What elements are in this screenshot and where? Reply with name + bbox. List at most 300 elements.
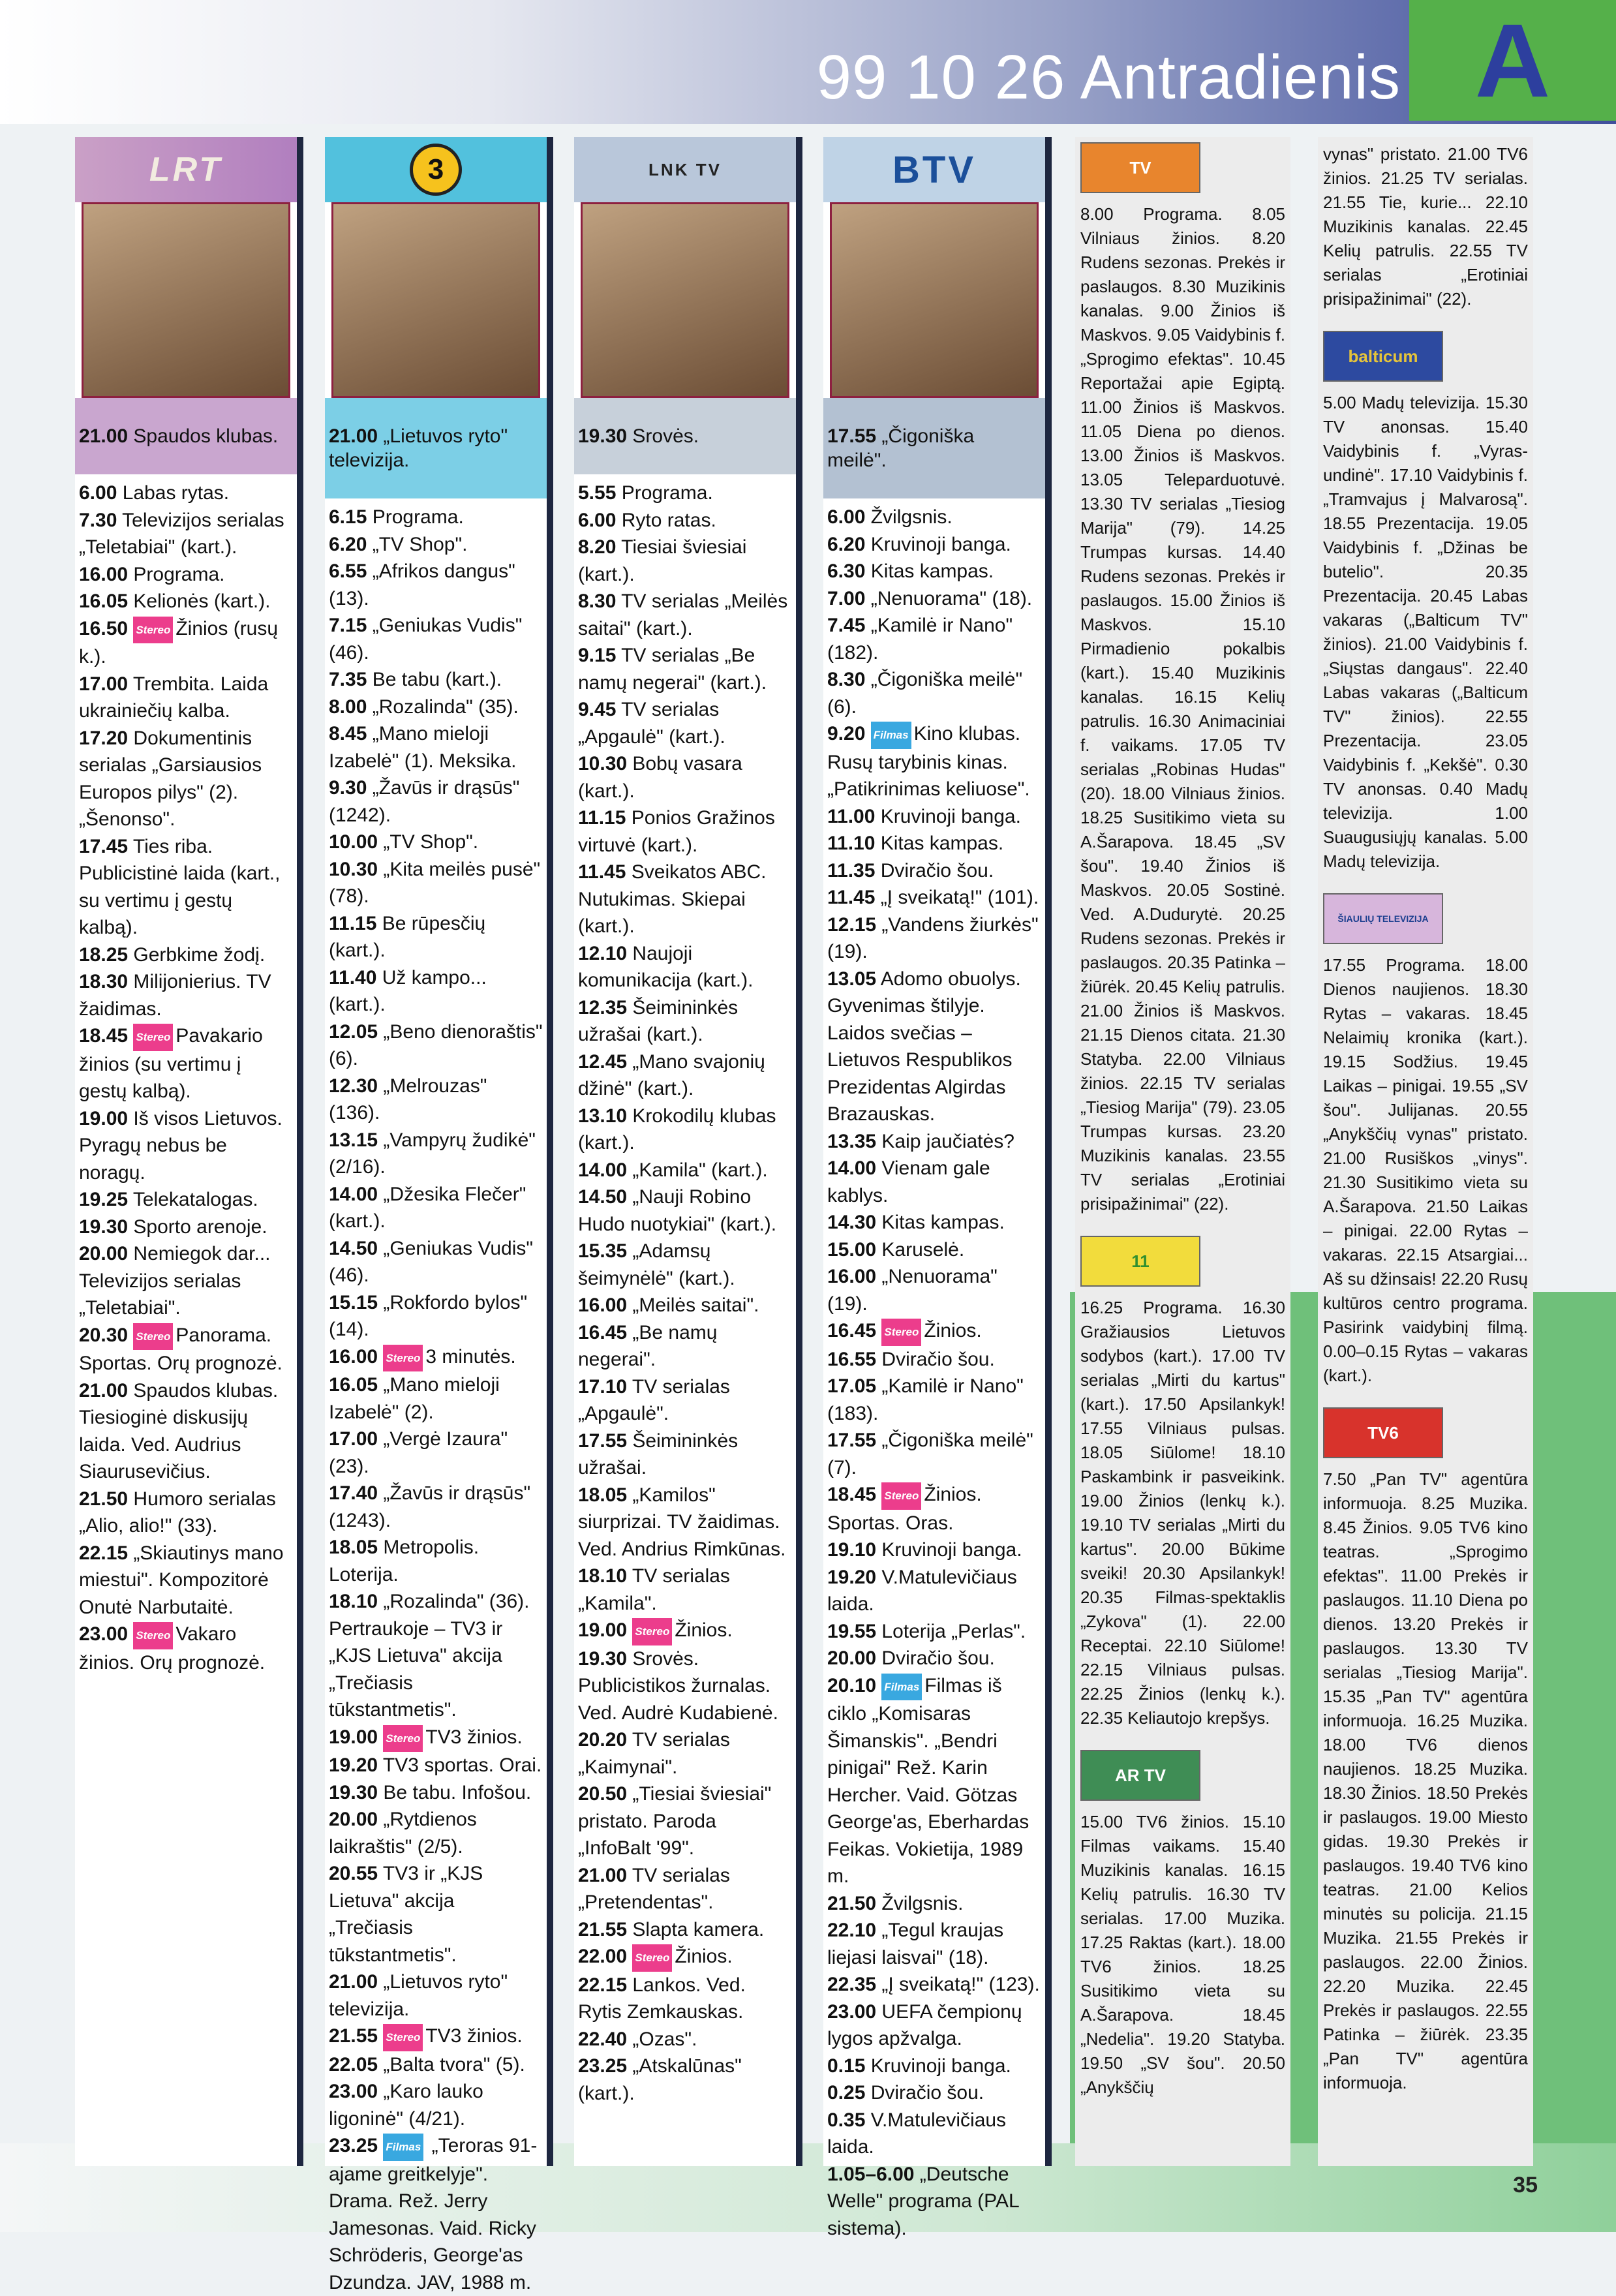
schedule-entry [578,994,792,1049]
schedule-time: 19.30 [329,1781,378,1803]
schedule-title: TV serialas „Kaimynai". [578,1729,730,1778]
schedule-time: 19.10 [827,1539,877,1561]
schedule-entry [578,1645,792,1727]
btv-host-photo [830,202,1039,398]
schedule-title: Žinios (rusų k.). [79,617,279,667]
schedule-title: Be tabu. Infošou. [378,1781,532,1803]
schedule-time: 11.10 [827,833,876,854]
schedule-time: 15.15 [329,1291,378,1313]
schedule-entry [79,588,293,615]
schedule-time: 17.55 [827,425,877,447]
schedule-entry [329,1127,543,1181]
balticum-schedule: 5.00 Madų televizija. 15.30 TV anonsas. 15.40 Vaidybinis f. „Vyras-undinė". 17.10 Vaidybinis f. „Tramvajus į Malvarosą". 18.55 Prezentacija. 19.05 Vaidybinis f. „Džinas be butelio". 20.35 Prezentacija. 20.45 Labas vakaras („Balticum TV" žinios). 21.00 Vaidybinis f. „Siųstas dangaus". 22.40 Labas vakaras („Balticum TV" žinios). 22.55 Prezentacija. 23.05 Vaidybinis f. „Kekšė". 0.30 TV anonsas. 0.40 Madų televizija. 1.00 Suaugusiųjų kanalas. 5.00 Madų televizija. [1323,393,1528,871]
schedule-entry [79,1186,293,1214]
schedule-time: 22.40 [578,2028,628,2050]
schedule-time: 16.55 [827,1348,877,1370]
btv-logo [823,137,1045,202]
schedule-title: Bobų vasara (kart.). [578,753,742,802]
schedule-entry [827,1537,1041,1564]
schedule-entry [578,1563,792,1617]
schedule-entry [329,964,543,1018]
schedule-entry [827,1917,1041,1971]
schedule-time: 12.30 [329,1075,378,1097]
schedule-title: „Lietuvos ryto" televizija. [329,425,508,471]
schedule-title: „Čigoniška meilė". [827,425,975,471]
schedule-entry [79,1486,293,1540]
schedule-entry [578,1292,792,1319]
schedule-time: 14.30 [827,1212,877,1233]
schedule-title: „Čigoniška meilė" (6). [827,669,1023,718]
schedule-title: Ties riba. Publicistinė laida (kart., su vertimu į gestų kalbą). [79,835,281,938]
schedule-time: 22.10 [827,1920,877,1941]
schedule-title: „Kamilos" siurprizai. TV žaidimas. Ved. Andrius Rimkūnas. [578,1484,786,1560]
schedule-title: V.Matulevičiaus laida. [827,1566,1017,1615]
arts-tv-logo: AR TV [1080,1750,1200,1801]
schedule-entry [578,507,792,534]
schedule-title: Dokumentinis serialas „Garsiausios Europos pilys" (2). „Šenonso". [79,727,262,830]
schedule-time: 23.00 [827,2000,877,2023]
schedule-title: Žvilgsnis. [876,1892,964,1914]
schedule-time: 18.45 [79,1025,129,1047]
schedule-title: TV serialas „Meilės saitai" (kart.). [578,590,788,639]
schedule-title: Metropolis. Loterija. [329,1537,480,1585]
schedule-entry [329,612,543,666]
schedule-entry [578,1781,792,1862]
siauliu-tv-schedule: 17.55 Programa. 18.00 Dienos naujienos. 18.30 Rytas – vakaras. 18.45 Nelaimių kronika (kart.). 19.15 Sodžius. 19.45 Laikas – pinigai. 19.55 „SV šou". Julijanas. 20.55 „Anykščių vynas" pristato. 21.00 Rusiškos „vinys". 21.30 Susitikimo vieta su A.Šarapova. 21.50 Laikas – pinigai. 22.00 Rytas – vakaras. 22.15 Atsargiai... Aš su džinsais! 22.20 Rusų kultūros centro programa. Pasirink vaidybinį filmą. 0.00–0.15 Rytas – vakaras (kart.). [1323,955,1528,1385]
schedule-time: 21.55 [329,2025,378,2047]
schedule-title: 3 minutės. [425,1345,516,1368]
schedule-title: TV3 ir „KJS Lietuva" akcija „Trečiasis tūkstantmetis". [329,1863,483,1966]
schedule-title: Slapta kamera. [627,1918,765,1940]
schedule-entry [79,507,293,561]
schedule-title: Naujoji komunikacija (kart.). [578,942,754,991]
channel-column-tv3 [325,137,547,2293]
schedule-entry [329,1480,543,1534]
schedule-title: „Kamilė ir Nano" (182). [827,615,1013,664]
schedule-time: 18.05 [329,1537,378,1558]
btv-feature [823,398,1045,498]
channel-column-btv [823,137,1045,2239]
schedule-title: „Nenuorama" (18). [865,587,1033,609]
btv-logo-text: BTV [892,148,976,191]
schedule-title: TV serialas „Apgaulė". [578,1375,730,1424]
schedule-entry [79,671,293,725]
schedule-time: 16.45 [827,1320,877,1341]
schedule-time: 6.30 [827,560,866,582]
tv3-schedule [325,498,547,2296]
schedule-entry [827,1236,1041,1264]
schedule-entry [578,1972,792,2026]
schedule-title: „Melrouzas" (136). [329,1075,487,1124]
schedule-entry [578,1157,792,1184]
vilnius-tv-schedule: 8.00 Programa. 8.05 Vilniaus žinios. 8.20 Rudens sezonas. Prekės ir paslaugos. 8.30 Muzikinis kanalas. 9.00 Žinios iš Maskvos. 9.05 Vaidybinis f. „Sprogimo efektas". 10.45 Reportažai apie Egiptą. 11.00 Žinios iš Maskvos. 11.05 Diena po dienos. 13.00 Žinios iš Maskvos. 13.05 Teleparduotuvė. 13.30 TV serialas „Tiesiog Marija" (79). 14.25 Trumpas kursas. 14.40 Rudens sezonas. Prekės ir paslaugos. 15.00 Žinios iš Maskvos. 15.10 Pirmadienio pokalbis (kart.). 15.40 Muzikinis kanalas. 16.15 Kelių patrulis. 16.30 Animaciniai f. vaikams. 17.05 TV serialas „Robinas Hudas" (20). 18.00 Vilniaus žinios. 18.25 Susitikimo vieta su A.Šarapova. 18.45 „SV šou". 19.40 Žinios iš Maskvos. 20.05 Sostinė. Ved. A.Dudurytė. 20.25 Rudens sezonas. Prekės ir paslaugos. 20.35 Patinka – žiūrėk. 20.45 Kelių patrulis. 21.00 Žinios iš Maskvos. 21.15 Dienos citata. 21.30 Statyba. 22.00 Vilniaus žinios. 22.15 TV serialas „Tiesiog Marija" (79). 23.05 Trumpas kursas. 23.20 Muzikinis kanalas. 23.55 TV serialas „Erotiniai prisipažinimai" (22). [1080,204,1285,1214]
schedule-title: Spaudos klubas. [128,425,279,447]
schedule-entry [79,1540,293,1621]
schedule-entry [827,2107,1041,2161]
schedule-entry [827,857,1041,885]
schedule-time: 21.00 [578,1864,628,1886]
schedule-time: 20.10 [827,1674,877,1696]
schedule-time: 1.05–6.00 [827,2163,915,2185]
schedule-time: 19.25 [79,1189,129,1210]
channel-column-lnk [574,137,796,2166]
schedule-entry [329,1073,543,1127]
schedule-time: 6.00 [79,482,117,504]
schedule-time: 16.00 [827,1266,877,1287]
schedule-time: 16.45 [578,1321,628,1343]
schedule-time: 11.45 [578,861,626,883]
schedule-title: „Į sveikatą!" (123). [876,1974,1040,1995]
schedule-time: 12.05 [329,1020,378,1043]
schedule-entry [578,1862,792,1916]
schedule-entry [329,504,543,531]
schedule-entry [827,1618,1041,1645]
schedule-entry [79,1214,293,1241]
schedule-entry [329,1534,543,1588]
schedule-time: 17.05 [827,1375,877,1397]
schedule-title: Krokodilų klubas (kart.). [578,1105,776,1154]
schedule-time: 11.15 [329,912,377,934]
schedule-title: „Skiautinys mano miestui". Kompozitorė Onutė Narbutaitė. [79,1542,284,1618]
stereo-badge-icon: Stereo [383,1725,423,1753]
schedule-title: „Meilės saitai". [627,1294,759,1316]
schedule-time: 9.45 [578,699,617,720]
schedule-time: 21.00 [79,425,129,447]
schedule-entry [329,1235,543,1289]
schedule-time: 17.55 [827,1430,877,1451]
schedule-entry [827,1481,1041,1537]
schedule-time: 23.00 [329,2081,378,2102]
schedule-time: 16.00 [329,1345,378,1368]
schedule-title: Šeimininkės užrašai (kart.). [578,996,739,1045]
schedule-entry [827,1427,1041,1481]
schedule-entry [329,2023,543,2051]
schedule-title: Trembita. Laida ukrainiečių kalba. [79,673,269,722]
regional-column-2 [1318,137,1533,2166]
schedule-title: „Deutsche Welle" programa (PAL sistema). [827,2163,1019,2239]
film-badge-icon: Filmas [881,1674,922,1701]
schedule-title: Žinios. [675,1619,733,1641]
stereo-badge-icon: Stereo [632,1944,672,1972]
schedule-entry [578,534,792,588]
schedule-entry [827,2053,1041,2080]
schedule-entry [578,1373,792,1428]
schedule-entry [329,2078,543,2132]
schedule-title: „Žavūs ir drąsūs" (1243). [329,1482,531,1531]
schedule-time: 16.05 [329,1374,378,1396]
schedule-entry [827,1263,1041,1317]
tv6-logo: TV6 [1323,1407,1443,1458]
schedule-title: TV serialas „Pretendentas". [578,1864,730,1913]
schedule-entry [329,1968,543,2023]
schedule-title: Gerbkime žodį. [128,943,266,966]
schedule-title: Sporto arenoje. [128,1216,267,1238]
schedule-time: 17.20 [79,727,129,749]
schedule-title: „Vergė Izaura" (23). [329,1428,508,1477]
schedule-time: 10.00 [329,831,378,853]
schedule-time: 17.55 [578,1430,628,1452]
schedule-time: 5.55 [578,482,617,504]
schedule-entry [827,666,1041,720]
siauliu-tv-logo: ŠIAULIŲ TELEVIZIJA [1323,893,1443,944]
schedule-entry [578,2053,792,2107]
schedule-entry [79,833,293,941]
schedule-title: Kruvinoji banga. [875,805,1021,827]
schedule-entry [329,910,543,964]
lrt-host-photo [82,202,290,398]
schedule-entry [329,1860,543,1968]
schedule-time: 19.00 [329,1726,378,1748]
schedule-entry [827,612,1041,666]
schedule-title: Tiesiai šviesiai (kart.). [578,536,747,585]
schedule-entry [329,1752,543,1779]
schedule-title: „Vampyrų žudikė" (2/16). [329,1129,536,1178]
schedule-title: „Tiesiai šviesiai" pristato. Paroda „InfoBalt '99". [578,1783,772,1859]
schedule-entry [329,666,543,694]
schedule-time: 7.00 [827,587,866,609]
schedule-entry [329,829,543,856]
schedule-entry [79,725,293,833]
schedule-time: 11.15 [578,807,626,829]
lrt-schedule [75,474,297,1676]
schedule-title: „Karo lauko ligoninė" (4/21). [329,2081,483,2130]
lnk-schedule [574,474,796,2107]
schedule-entry [827,504,1041,531]
schedule-entry [827,884,1041,911]
schedule-entry [827,558,1041,585]
schedule-title: Be rūpesčių (kart.). [329,912,486,961]
schedule-title: „Balta tvora" (5). [378,2053,525,2075]
balticum-logo: balticum [1323,331,1443,382]
schedule-entry [827,2161,1041,2242]
vilnius-tv-logo: TV [1080,142,1200,193]
schedule-entry [578,804,792,859]
schedule-time: 6.15 [329,506,367,528]
schedule-time: 10.30 [578,753,628,774]
schedule-entry [329,1018,543,1073]
schedule-time: 21.00 [79,1379,129,1401]
schedule-time: 9.20 [827,723,866,744]
schedule-entry [578,1184,792,1238]
schedule-time: 17.40 [329,1482,378,1504]
schedule-title: „Džesika Flečer" (kart.). [329,1183,526,1232]
schedule-entry [79,1240,293,1322]
schedule-entry [79,968,293,1022]
schedule-title: Kruvinoji banga. [865,2055,1011,2077]
schedule-time: 19.20 [329,1754,378,1776]
schedule-title: Karuselė. [876,1238,965,1261]
schedule-entry [578,1103,792,1157]
schedule-title: Nemiegok dar... Televizijos serialas „Teletabiai". [79,1243,271,1319]
schedule-title: Dviračio šou. [876,1647,995,1669]
schedule-entry [827,1971,1041,1998]
schedule-time: 21.00 [329,425,378,447]
schedule-title: „Adamsų šeimynėlė" (kart.). [578,1240,735,1289]
schedule-entry [79,941,293,969]
schedule-title: TV serialas „Be namų negerai" (kart.). [578,645,767,694]
schedule-title: Žinios. [924,1320,982,1341]
btv-schedule [823,498,1045,2242]
channel-11-schedule: 16.25 Programa. 16.30 Gražiausios Lietuvos sodybos (kart.). 17.00 TV serialas „Mirti du kartus" (kart.). 17.50 Apsilankyk! 17.55 Vilniaus pulsas. 18.05 Siūlome! 18.10 Paskambink ir pasveikink. 19.00 Žinios (lenkų k.). 19.10 TV serialas „Mirti du kartus". 20.00 Būkime sveiki! 20.30 Apsilankyk! 20.35 Filmas-spektaklis „Zykova" (1). 22.00 Receptai. 22.10 Siūlome! 22.15 Vilniaus pulsas. 22.25 Žinios (lenkų k.). 22.35 Keliautojo krepšys. [1080,1298,1285,1728]
schedule-time: 12.15 [827,913,877,936]
schedule-time: 0.35 [827,2109,866,2131]
schedule-entry [79,615,293,671]
day-letter-badge: A [1409,0,1616,121]
schedule-title: „Lietuvos ryto" televizija. [329,1971,508,2020]
schedule-time: 16.50 [79,617,129,639]
schedule-time: 15.00 [827,1238,877,1261]
schedule-title: „Kamilė ir Nano" (183). [827,1375,1024,1424]
schedule-time: 14.00 [578,1159,628,1181]
schedule-title: UEFA čempionų lygos apžvalga. [827,2000,1022,2049]
channel-column-lrt [75,137,297,2166]
schedule-time: 18.25 [79,943,129,966]
schedule-time: 8.30 [827,669,866,690]
schedule-time: 19.30 [79,1216,129,1238]
schedule-title: „Be namų negerai". [578,1321,718,1370]
schedule-time: 20.50 [578,1783,628,1805]
schedule-time: 6.20 [329,533,367,555]
schedule-title: „Geniukas Vudis" (46). [329,615,523,664]
schedule-title: „Afrikos dangus" (13). [329,560,515,609]
schedule-entry [329,2051,543,2079]
schedule-title: TV3 žinios. [425,2025,523,2047]
schedule-title: Programa. [616,482,713,504]
schedule-entry [329,1371,543,1426]
schedule-time: 7.30 [79,509,117,531]
schedule-time: 16.00 [578,1294,628,1316]
schedule-entry [578,424,789,448]
schedule-title: Kitas kampas. [875,833,1004,854]
schedule-time: 7.15 [329,615,367,636]
schedule-entry [827,1373,1041,1427]
schedule-title: Žvilgsnis. [865,506,953,528]
schedule-time: 12.10 [578,942,628,964]
schedule-title: „Mano mieloji Izabelė" (2). [329,1374,500,1423]
tv3-host-photo [331,202,540,398]
schedule-time: 8.20 [578,536,617,558]
schedule-time: 16.00 [79,563,129,585]
schedule-title: „Teroras 91-ajame greitkelyje". Drama. Rež. Jerry Jamesonas. Vaid. Ricky Schröderis, George'as Dzundza. JAV, 1988 m. [329,2135,538,2293]
schedule-time: 13.35 [827,1130,877,1152]
schedule-entry [329,558,543,612]
schedule-title: Kaip jaučiatės? [876,1130,1014,1152]
stereo-badge-icon: Stereo [133,1622,173,1649]
schedule-entry [578,1482,792,1563]
schedule-time: 15.35 [578,1240,628,1262]
schedule-entry [827,966,1041,1128]
schedule-title: Dviračio šou. [865,2082,984,2104]
schedule-time: 11.45 [827,887,876,908]
schedule-time: 7.35 [329,669,367,690]
schedule-entry [827,1317,1041,1346]
lnk-host-photo [581,202,789,398]
schedule-entry [329,1806,543,1860]
schedule-title: „Rozalinda" (36). Pertraukoje – TV3 ir „KJS Lietuva" akcija „Trečiasis tūkstantmetis". [329,1591,530,1721]
schedule-time: 22.05 [329,2053,378,2075]
schedule-title: Filmas iš ciklo „Komisaras Šimanskis". „Bendri pinigai" Rež. Karin Hercher. Vaid. Götzas George'as, Eberhardas Feikas. Vokietija, 1989 m. [827,1674,1029,1887]
date-heading: 99 10 26 Antradienis [816,42,1401,112]
schedule-title: „Į sveikatą!" (101). [875,887,1039,908]
schedule-title: „Rytdienos laikraštis" (2/5). [329,1809,477,1858]
schedule-time: 8.30 [578,590,617,612]
schedule-title: Srovės. [627,425,699,447]
schedule-title: Be tabu (kart.). [367,669,502,690]
schedule-entry [578,940,792,994]
schedule-time: 19.30 [578,1647,628,1670]
lrt-logo [75,137,297,202]
schedule-entry [827,1155,1041,1209]
schedule-title: Vakaro žinios. Orų prognozė. [79,1623,266,1674]
schedule-entry [827,720,1041,803]
schedule-entry [79,561,293,589]
arts-tv-schedule: 15.00 TV6 žinios. 15.10 Filmas vaikams. 15.40 Muzikinis kanalas. 16.15 Kelių patrulis. 16.30 TV serialas. 17.00 Muzika. 17.25 Raktas (kart.). 18.00 TV6 žinios. 18.25 Susitikimo vieta su A.Šarapova. 18.45 „Nedelia". 19.20 Statyba. 19.50 „SV šou". 20.50 „Anykščių [1080,1812,1285,2097]
schedule-entry [827,1672,1041,1890]
schedule-entry [329,1426,543,1480]
schedule-entry [79,480,293,507]
schedule-entry [578,1943,792,1972]
schedule-entry [79,1377,293,1486]
schedule-title: TV3 žinios. [425,1726,523,1748]
schedule-time: 6.55 [329,560,367,582]
schedule-entry [827,585,1041,613]
tv6-evening-continued: vynas" pristato. 21.00 TV6 žinios. 21.25 TV serialas. 21.55 Tie, kurie... 22.10 Muzikinis kanalas. 22.45 Kelių patrulis. 22.55 TV serialas „Erotiniai prisipažinimai" (22). [1323,144,1528,309]
page-number: 35 [1513,2173,1538,2197]
schedule-entry [827,803,1041,831]
schedule-entry [578,696,792,750]
schedule-title: Šeimininkės užrašai. [578,1430,739,1478]
schedule-time: 21.00 [329,1971,378,1993]
schedule-entry [827,531,1041,559]
schedule-title: „Vandens žiurkės" (19). [827,913,1039,962]
schedule-entry [827,1998,1041,2053]
schedule-entry [827,911,1041,966]
schedule-entry [329,720,543,774]
lrt-feature [75,398,297,474]
schedule-time: 8.45 [329,723,367,744]
schedule-entry [827,1128,1041,1156]
schedule-time: 7.45 [827,615,866,636]
schedule-title: „Nauji Robino Hudo nuotykiai" (kart.). [578,1186,777,1235]
schedule-entry [827,424,1039,472]
schedule-entry [329,1181,543,1235]
schedule-entry [827,1645,1041,1672]
schedule-title: Programa. [367,506,464,528]
schedule-title: „TV Shop". [378,831,479,853]
schedule-time: 20.00 [79,1243,129,1264]
schedule-time: 13.15 [329,1129,378,1151]
schedule-time: 11.35 [827,859,876,881]
schedule-time: 19.00 [79,1107,129,1129]
stereo-badge-icon: Stereo [881,1482,921,1510]
tv6-schedule: 7.50 „Pan TV" agentūra informuoja. 8.25 Muzika. 8.45 Žinios. 9.05 TV6 kino teatras. „Sprogimo efektas". 11.00 Prekės ir paslaugos. 11.10 Diena po dienos. 13.20 Prekės ir paslaugos. 13.30 TV serialas „Tiesiog Marija". 15.35 „Pan TV" agentūra informuoja. 16.25 Muzika. 18.00 TV6 dienos naujienos. 18.25 Muzika. 18.30 Žinios. 18.50 Prekės ir paslaugos. 19.00 Miesto gidas. 19.30 Prekės ir paslaugos. 19.40 TV6 kino teatras. 21.00 Kelios minutės su policija. 21.15 Muzika. 21.55 Prekės ir paslaugos. 22.00 Žinios. 22.20 Muzika. 22.45 Prekės ir paslaugos. 22.55 Patinka – žiūrėk. 23.35 „Pan TV" agentūra informuoja. [1323,1469,1528,2092]
schedule-entry [329,424,540,472]
schedule-title: Žinios. Sportas. Oras. [827,1484,982,1534]
schedule-title: „Geniukas Vudis" (46). [329,1237,534,1286]
schedule-title: TV serialas „Kamila". [578,1565,730,1614]
schedule-entry [329,531,543,559]
schedule-entry [827,2079,1041,2107]
schedule-title: „Nenuorama" (19). [827,1266,998,1315]
schedule-entry [578,1916,792,1944]
schedule-time: 17.45 [79,835,129,857]
schedule-title: TV3 sportas. Orai. [378,1754,542,1776]
schedule-title: Dviračio šou. [875,859,994,881]
schedule-entry [329,2132,543,2296]
schedule-title: Spaudos klubas. Tiesioginė diskusijų laida. Ved. Audrius Siaurusevičius. [79,1379,279,1482]
schedule-time: 17.00 [329,1428,378,1450]
schedule-entry [578,2026,792,2053]
